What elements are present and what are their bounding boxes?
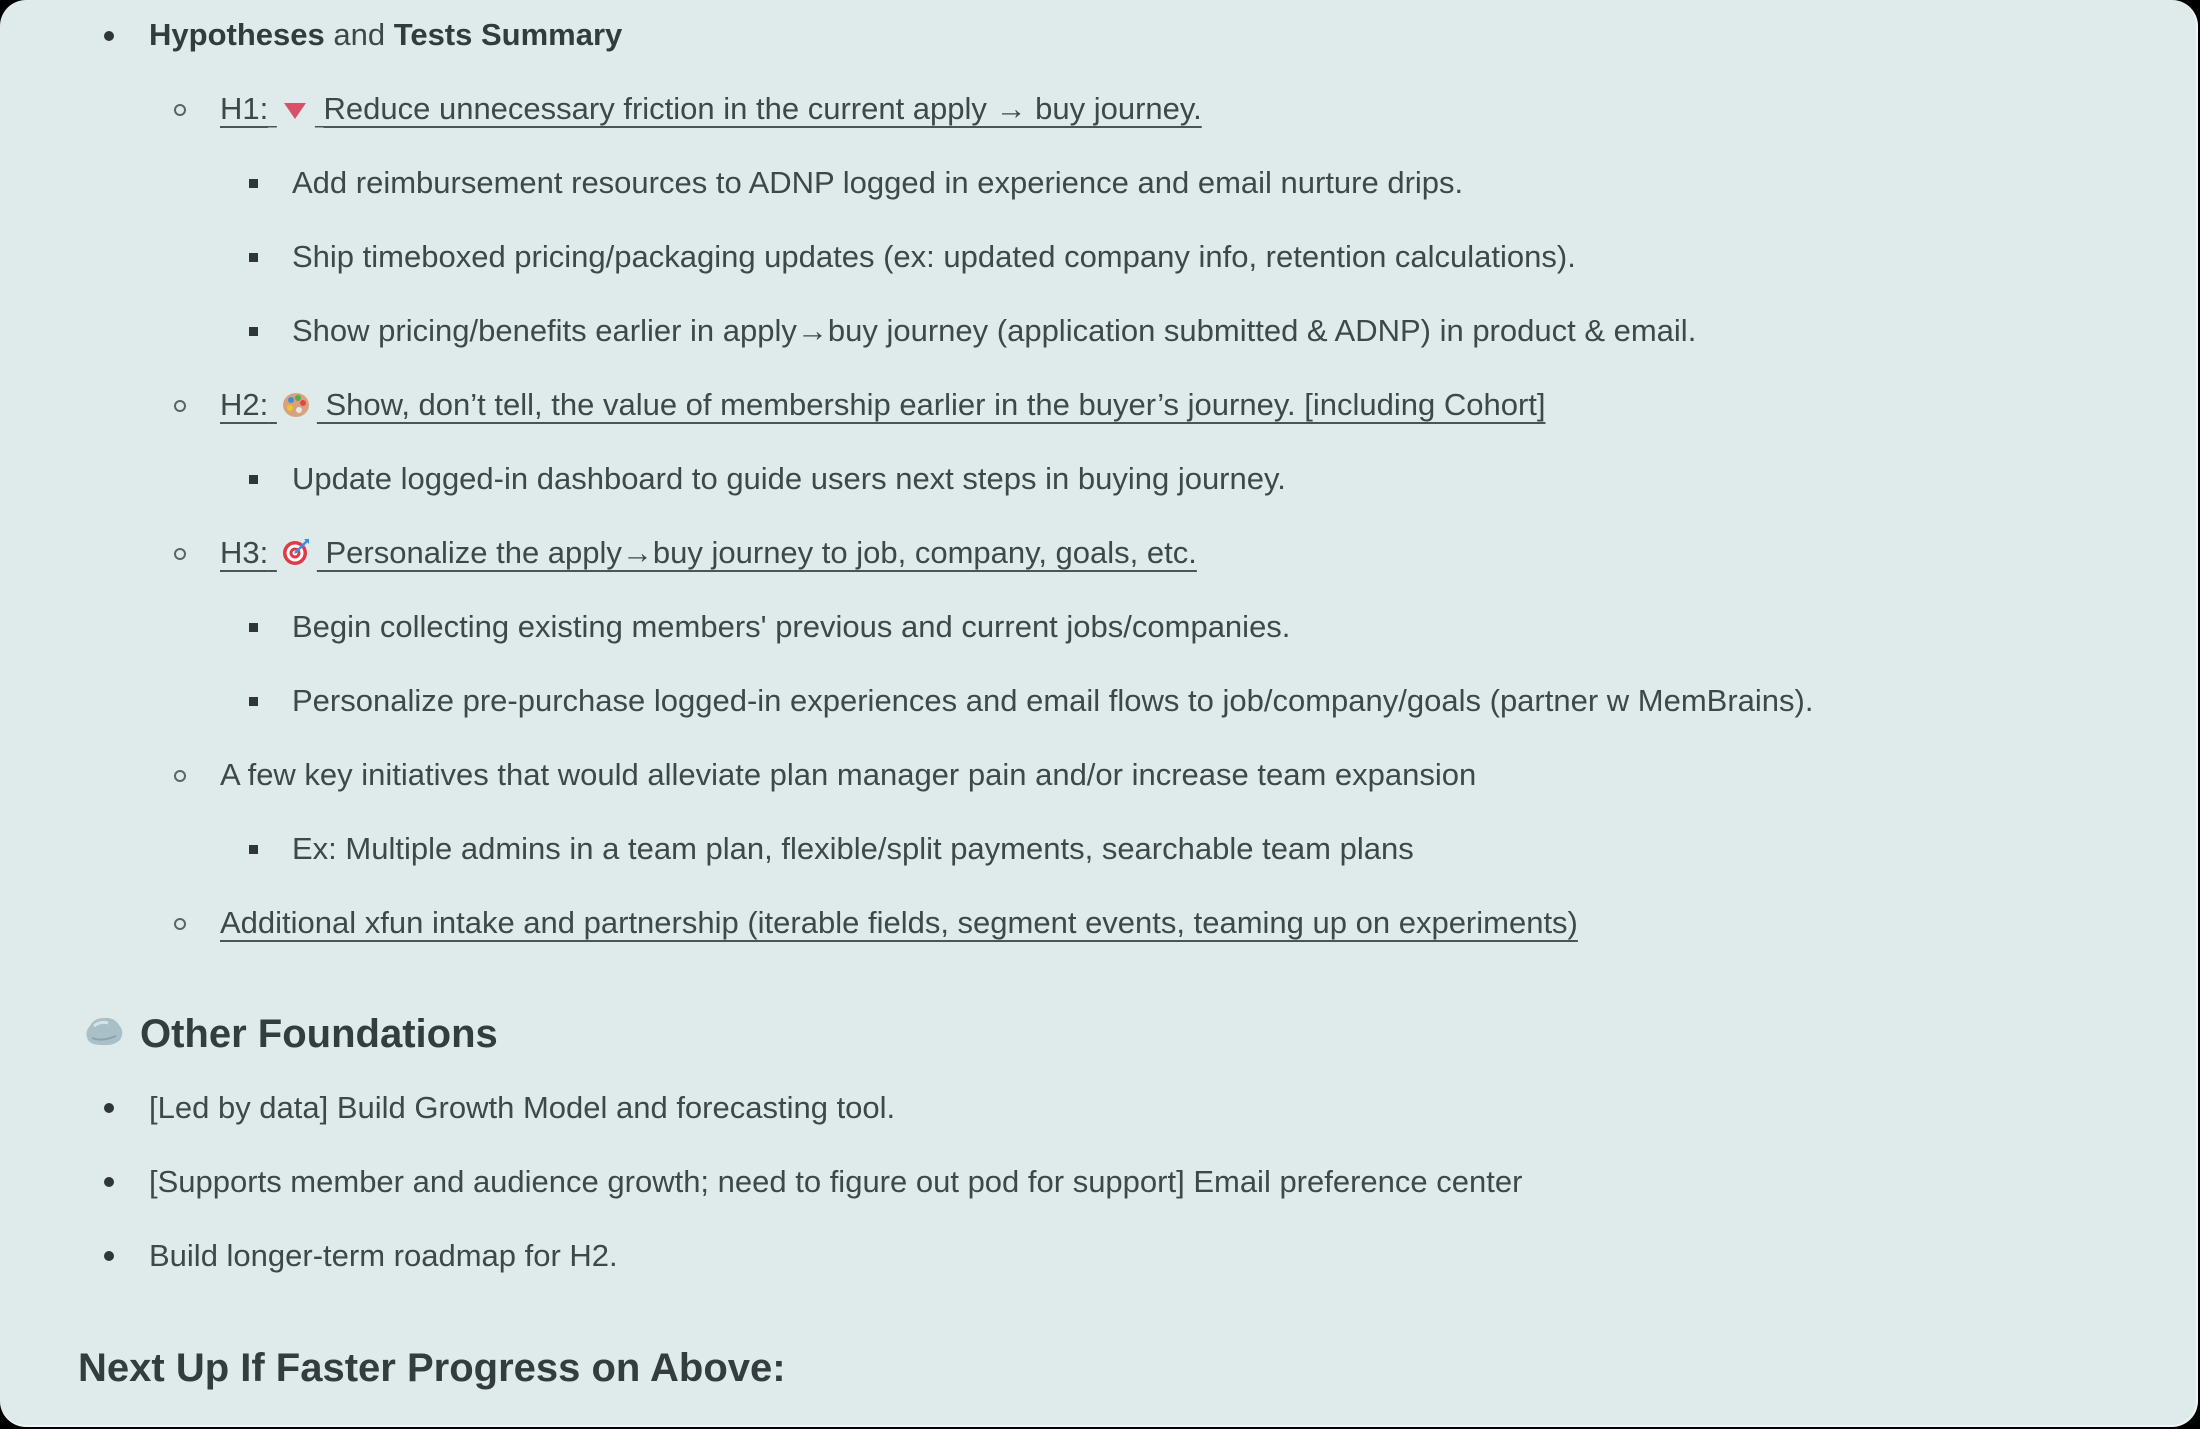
bullet-disc [104, 1251, 114, 1261]
direct-hit-target-icon [281, 537, 311, 567]
xfun-intake-link[interactable]: Additional xfun intake and partnership (iterable fields, segment events, teaming up on experiments) [220, 905, 1578, 940]
initiatives-subitem: Ex: Multiple admins in a team plan, flexible/split payments, searchable team plans [292, 831, 1414, 866]
other-item: Build longer-term roadmap for H2. [149, 1238, 618, 1273]
bullet-square [249, 253, 258, 262]
rock-icon [82, 1012, 126, 1052]
bullet-circle [174, 918, 186, 930]
hypotheses-summary-heading: Hypotheses and Tests Summary [149, 17, 623, 52]
hypothesis-h2-link[interactable]: H2: Show, don’t tell, the value of membership earlier in the buyer’s journey. [including Cohort] [220, 387, 1546, 422]
bullet-circle [174, 548, 186, 560]
bullet-disc [104, 31, 114, 41]
bullet-circle [174, 770, 186, 782]
bullet-circle [174, 104, 186, 116]
bullet-disc [104, 1177, 114, 1187]
artist-palette-icon [281, 389, 311, 419]
other-item: [Supports member and audience growth; need to figure out pod for support] Email preference center [149, 1164, 1523, 1199]
bullet-square [249, 475, 258, 484]
bullet-square [249, 697, 258, 706]
bullet-circle [174, 400, 186, 412]
next-up-heading: Next Up If Faster Progress on Above: [78, 1346, 786, 1390]
h1-item: Ship timeboxed pricing/packaging updates (ex: updated company info, retention calculations). [292, 239, 1576, 274]
red-triangle-down-icon [281, 99, 309, 123]
hypothesis-h3-link[interactable]: H3: Personalize the apply→buy journey to job, company, goals, etc. [220, 535, 1197, 570]
bullet-square [249, 845, 258, 854]
h3-item: Personalize pre-purchase logged-in experiences and email flows to job/company/goals (partner w MemBrains). [292, 683, 1814, 718]
other-foundations-heading: Other Foundations [82, 1010, 498, 1058]
bullet-disc [104, 1103, 114, 1113]
initiatives-item: A few key initiatives that would alleviate plan manager pain and/or increase team expansion [220, 757, 1477, 792]
h3-item: Begin collecting existing members' previous and current jobs/companies. [292, 609, 1291, 644]
h2-item: Update logged-in dashboard to guide users next steps in buying journey. [292, 461, 1286, 496]
bullet-square [249, 327, 258, 336]
bullet-square [249, 623, 258, 632]
h1-item: Show pricing/benefits earlier in apply→buy journey (application submitted & ADNP) in product & email. [292, 313, 1697, 348]
other-item: [Led by data] Build Growth Model and forecasting tool. [149, 1090, 896, 1125]
h1-item: Add reimbursement resources to ADNP logged in experience and email nurture drips. [292, 165, 1464, 200]
hypothesis-h1-link[interactable]: H1: Reduce unnecessary friction in the current apply → buy journey. [220, 91, 1202, 126]
bullet-square [249, 179, 258, 188]
